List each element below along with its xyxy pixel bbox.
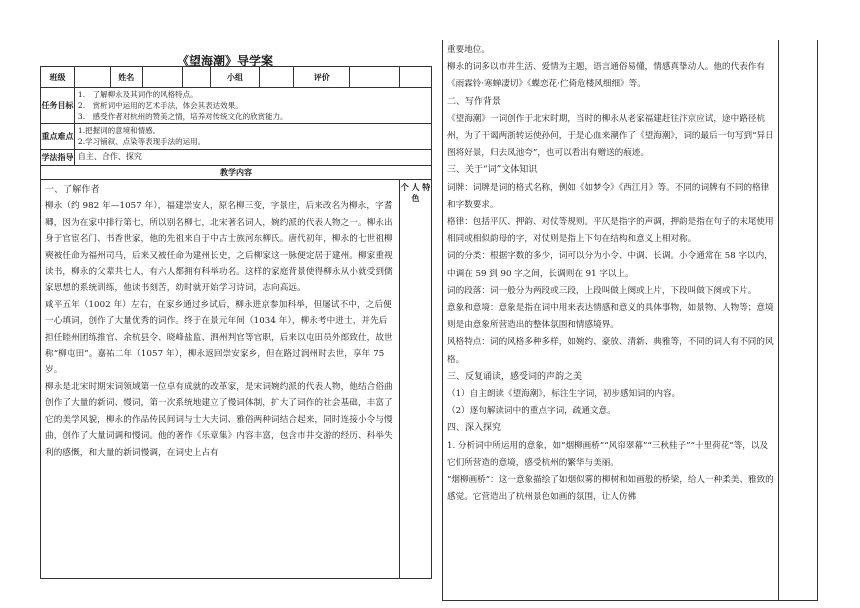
section-heading: 一、了解作者 (45, 185, 100, 195)
eval-field[interactable] (350, 67, 400, 88)
content-body-left (41, 180, 400, 579)
group-field[interactable] (260, 67, 294, 88)
paragraph: 柳永（约 982 年—1057 年），福建崇安人，原名柳三变，字景庄，后来改名为柳永，字耆卿，因为在家中排行第七，所以别名柳七，北宋著名词人，婉约派的代表人物之一。柳永出身于官宦名门、书香世家，他的先祖来自于中古士族河东柳氏。唐代初年，柳永的七世祖柳奭被任命为福州司马，后来又被任命为建州长史，之后柳家这一脉便定居于建州。柳家重视读书，柳永的父辈共七人，有六人都拥有科举功名。这样的家庭背景使得柳永从小就受到儒家思想的系统训练，他读书刻苦，幼时就开始学习诗词，志向高远。 (45, 201, 393, 294)
paragraph: （1）自主朗读《望海潮》，标注生字词，初步感知词的内容。 (447, 389, 681, 400)
paragraph: 词的分类：根据字数的多少，词可以分为小令、中调、长调。小令通常在 58 字以内，中调在 59 到 90 字之间，长调则在 91 字以上。 (447, 251, 773, 279)
paragraph: 重要地位。 (447, 45, 490, 55)
paragraph: 柳永的词多以市井生活、爱情为主题，语言通俗易懂，情感真挚动人。他的代表作有《雨霖铃·寒蝉凄切》《蝶恋花·伫倚危楼风细细》等。 (447, 62, 765, 90)
section-heading: 三、反复诵读，感受词的声韵之美 (447, 371, 583, 382)
name-field-extra[interactable] (182, 67, 210, 88)
class-field[interactable] (74, 67, 110, 88)
section-heading: 三、关于“词”文体知识 (447, 165, 538, 176)
name-label: 姓名 (110, 67, 142, 88)
paragraph: 咸平五年（1002 年）左右，在家乡通过乡试后，柳永进京参加科举，但屡试不中，之后便一心填词，创作了大量优秀的词作。终于在景元年间（1034 年），柳永考中进士，并先后担任睦州团练推官、余杭县令、晓峰盐监、泗州判官等官职，后来以屯田员外郎致仕，故世称“柳屯田”。嘉祐二年（1057 年），柳永返回崇安家乡，但在路过润州时去世，享年 75 岁。 (45, 299, 393, 376)
goals-list (74, 88, 431, 124)
keypoint-item: 1.把握词的意境和情感。 (77, 126, 161, 135)
paragraph: 《望海潮》一词创作于北宋时期，当时的柳永从老家福建赶往汴京应试，途中路径杭州，为了干谒两浙转运使孙何，于是心血来潮作了《望海潮》，词的最后一句写到“异日图将好景，归去凤池夸”，也可以看出有赠送的痕迹。 (447, 113, 774, 159)
paragraph: （2）逐句解读词中的重点字词，疏通文意。 (447, 406, 616, 417)
goal-item: 1. 了解柳永及其词作的风格特点。 (77, 90, 198, 99)
study-guide-table (40, 66, 432, 579)
group-label: 小组 (210, 67, 260, 88)
keypoints-list (74, 124, 431, 150)
notes-column-right (777, 40, 818, 601)
goals-label: 任务目标 (41, 88, 75, 124)
paragraph: 1. 分析词中所运用的意象，如“烟柳画桥”“风帘翠幕”“三秋桂子”“十里荷花”等，以及它们所营造的意境，感受杭州的繁华与美丽。 (447, 440, 769, 468)
paragraph: 词牌：词牌是词的格式名称，例如《如梦令》《西江月》等。不同的词牌有不同的格律和字数要求。 (447, 182, 770, 210)
method-label: 学法指导 (41, 150, 75, 166)
eval-field-extra[interactable] (399, 67, 431, 88)
paragraph: 风格特点：词的风格多种多样，如婉约、豪放、清新、典雅等，不同的词人有不同的风格。 (447, 337, 774, 365)
section-heading: 四、深入探究 (447, 423, 502, 434)
keypoints-label: 重点难点 (41, 124, 75, 150)
goal-item: 2. 赏析词中运用的艺术手法，体会其表达效果。 (77, 101, 243, 110)
paragraph: 柳永是北宋时期宋词领域第一位卓有成就的改革家，是宋词婉约派的代表人物，他结合俗曲创作了大量的新词、慢词，第一次系统地建立了慢词体制，扩大了词作的社会基础，丰富了它的美学风貌，柳永的作品传民间词与士大夫词、雅俗两种词结合起来，同时连接小令与慢曲，创作了大量词调和慢词。他的著作《乐章集》内容丰富，包含市井交游的经历、科举失利的感慨，和大量的新词慢调，在词史上占有 (45, 381, 393, 458)
class-label: 班级 (41, 67, 75, 88)
paragraph: 词的段落：词一般分为两段或三段，上段叫做上阕或上片，下段叫做下阕或下片。 (447, 285, 757, 296)
content-body-right (442, 40, 779, 601)
method-value: 自主、合作、探究 (74, 150, 431, 166)
section-heading: 二、写作背景 (447, 96, 502, 107)
name-field[interactable] (142, 67, 182, 88)
paragraph: 意象和意境：意象是指在词中用来表达情感和意义的具体事物，如景物、人物等；意境则是由意象所营造出的整体氛围和情感境界。 (447, 303, 774, 331)
notes-header: 个 人 特色 (399, 180, 431, 579)
content-header: 教学内容 (41, 166, 432, 180)
goal-item: 3. 感受作者对杭州的赞美之情，培养对传统文化的欣赏能力。 (77, 112, 288, 121)
paragraph: 格律：包括平仄、押韵、对仗等规则。平仄是指字的声调，押韵是指在句子的末尾使用相同或相似韵母的字，对仗则是指上下句在结构和意义上相对称。 (447, 217, 774, 245)
paragraph: “烟柳画桥”：这一意象描绘了如烟似雾的柳树和如画般的桥梁，给人一种柔美、雅致的感觉。它营造出了杭州景色如画的氛围，让人仿佛 (447, 475, 774, 503)
eval-label: 评价 (294, 67, 350, 88)
keypoint-item: 2.学习铺叙、点染等表现手法的运用。 (77, 137, 206, 146)
page-title: 《望海潮》导学案 (176, 54, 273, 68)
